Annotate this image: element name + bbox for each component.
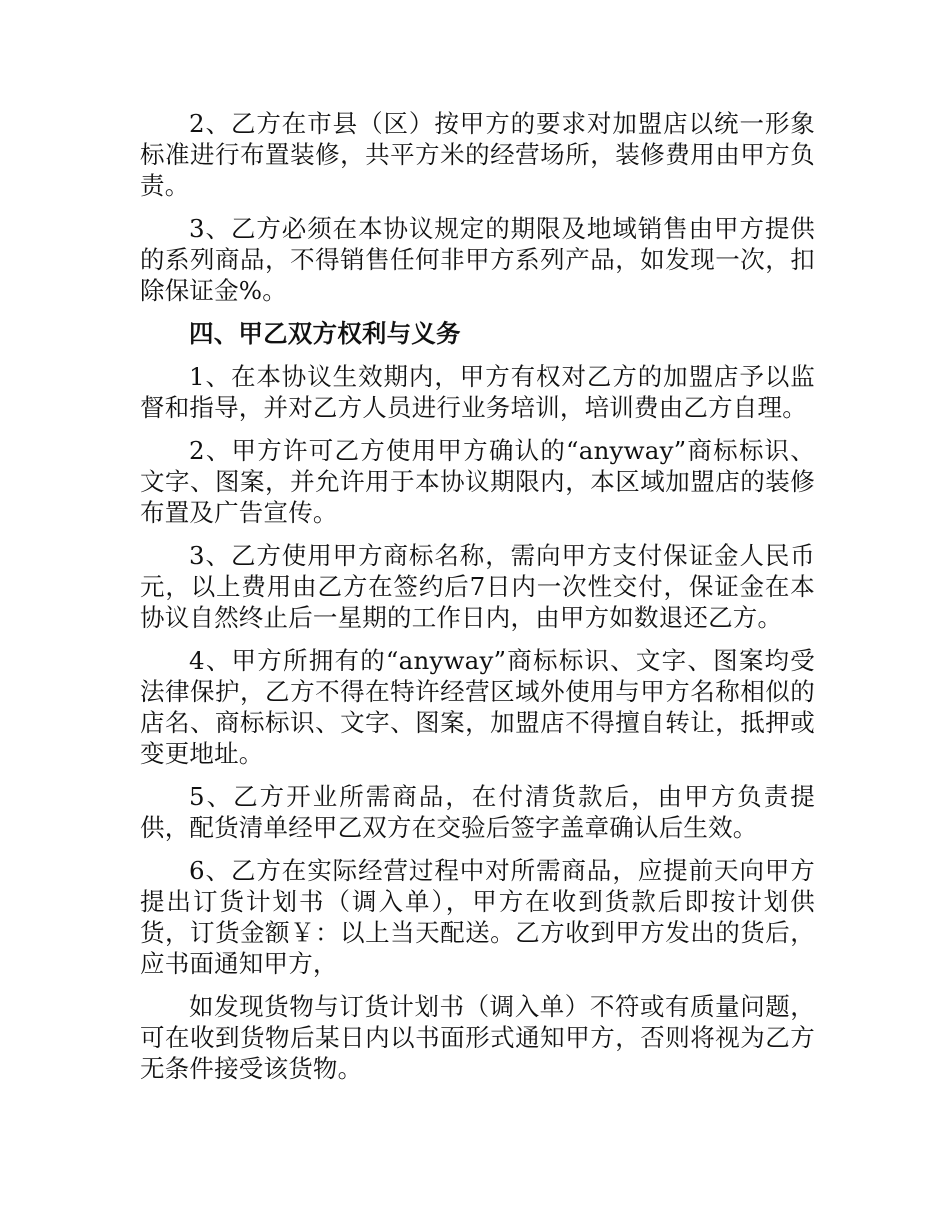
section-heading-rights-obligations: 四、甲乙双方权利与义务 [189,319,461,348]
paragraph-quality-objection: 如发现货物与订货计划书（调入单）不符或有质量问题，可在收到货物后某日内以书面形式通知甲方，否则将视为乙方无条件接受该货物。 [140,992,815,1083]
paragraph-clause-2-decoration: 2、乙方在市县（区）按甲方的要求对加盟店以统一形象标准进行布置装修，共平方米的经营场所，装修费用由甲方负责。 [140,109,815,200]
paragraph-right-4-trademark-protection: 4、甲方所拥有的“anyway”商标标识、文字、图案均受法律保护，乙方不得在特许经营区域外使用与甲方名称相似的店名、商标标识、文字、图案，加盟店不得擅自转让，抵押或变更地址。 [140,646,815,768]
paragraph-clause-3-sales-restriction: 3、乙方必须在本协议规定的期限及地域销售由甲方提供的系列商品，不得销售任何非甲方系列产品，如发现一次，扣除保证金%。 [140,214,815,305]
paragraph-right-3-deposit: 3、乙方使用甲方商标名称，需向甲方支付保证金人民币元，以上费用由乙方在签约后7日内一次性交付，保证金在本协议自然终止后一星期的工作日内，由甲方如数退还乙方。 [140,541,815,632]
paragraph-right-1-supervision: 1、在本协议生效期内，甲方有权对乙方的加盟店予以监督和指导，并对乙方人员进行业务培训，培训费由乙方自理。 [140,362,815,422]
paragraph-right-5-opening-goods: 5、乙方开业所需商品，在付清货款后，由甲方负责提供，配货清单经甲乙双方在交验后签字盖章确认后生效。 [140,782,815,842]
paragraph-right-6-ordering: 6、乙方在实际经营过程中对所需商品，应提前天向甲方提出订货计划书（调入单），甲方在收到货款后即按计划供货，订货金额￥：以上当天配送。乙方收到甲方发出的货后，应书面通知甲方， [140,856,815,978]
document-body [140,108,815,1096]
paragraph-right-2-trademark-license: 2、甲方许可乙方使用甲方确认的“anyway”商标标识、文字、图案，并允许用于本协议期限内，本区域加盟店的装修布置及广告宣传。 [140,436,815,527]
